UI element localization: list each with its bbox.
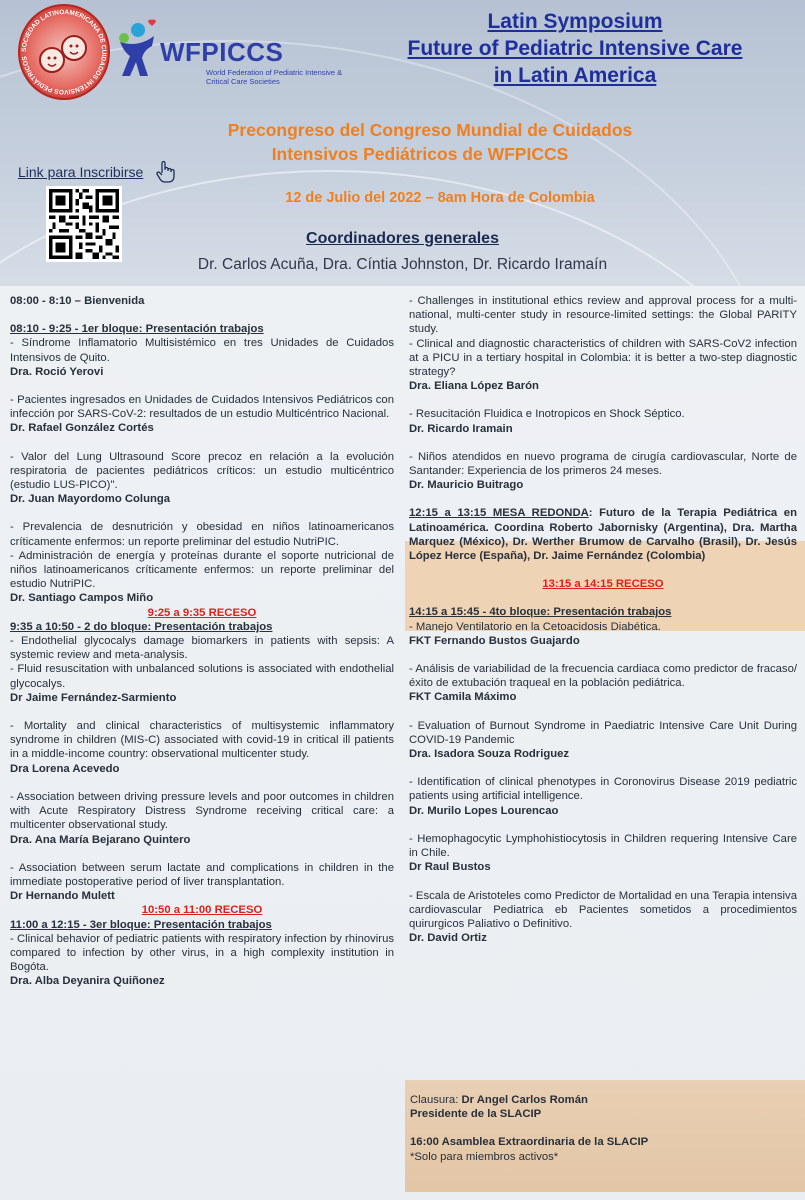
talk-title: - Clinical and diagnostic characteristics of children with SARS-CoV2 infection at a PICU in a tertiary hospital in Colombia: it is better a two-step diagnostic strategy?	[409, 337, 797, 379]
precongreso-line-2: Intensivos Pediátricos de WFPICCS	[271, 144, 569, 164]
slacip-logo-text: SOCIEDAD LATINOAMERICANA DE CUIDADOS INTENSIVOS PEDIÁTRICOS	[20, 8, 108, 96]
talk-author: Dra. Isadora Souza Rodriguez	[409, 748, 570, 761]
talk-title: - Síndrome Inflamatorio Multisistémico en tres Unidades de Cuidados Intensivos de Quito.	[10, 337, 394, 364]
talk-title: - Valor del Lung Ultrasound Score precoz en relación a la evolución respiratoria de pacientes pediátricos críticos: un estudio multicéntrico (estudio LUS-PICO)".	[10, 450, 394, 492]
talk-title: - Identification of clinical phenotypes in Coronovirus Disease 2019 pediatric patients using artificial intelligence.	[409, 776, 797, 803]
talk-title: - Niños atendidos en nuevo programa de cirugía cardiovascular, Norte de Santander: Experiencia de los primeros 24 meses.	[409, 450, 797, 478]
talk-author: Dr. Santiago Campos Miño	[10, 592, 154, 605]
wfpiccs-name: WFPICCS	[160, 37, 284, 67]
event-date: 12 de Julio del 2022 – 8am Hora de Colombia	[285, 190, 595, 206]
talk-author: Dra Lorena Acevedo	[10, 762, 120, 775]
symposium-title	[385, 8, 765, 89]
asamblea-item: 16:00 Asamblea Extraordinaria de la SLACIP	[410, 1136, 649, 1149]
talk-author: Dr. Mauricio Buitrago	[409, 479, 524, 492]
right-program-column	[409, 294, 797, 945]
left-program-column	[10, 294, 394, 989]
talk-title: - Hemophagocytic Lymphohistiocytosis in Children requering Intensive Care in Chile.	[409, 832, 797, 860]
receso-2: 10:50 a 11:00 RECESO	[141, 904, 263, 917]
mesa-redonda-time: 12:15 a 13:15 MESA REDONDA	[409, 507, 589, 520]
welcome-item: 08:00 - 8:10 – Bienvenida	[10, 295, 145, 307]
talk-author: FKT Fernando Bustos Guajardo	[409, 634, 580, 647]
talk-author: Dr. Ricardo Iramain	[409, 422, 513, 435]
talk-author: Dra. Roció Yerovi	[10, 365, 104, 378]
talk-title: - Clinical behavior of pediatric patients with respiratory infection by rhinovirus compared to infection by other virus, in a high complexity institution in Bogóta.	[10, 932, 394, 974]
talk-title: - Association between driving pressure levels and poor outcomes in children with Acute Respiratory Distress Syndrome receiving critical care: a multicenter observational study.	[10, 790, 394, 832]
talk-author: Dr. David Ortiz	[409, 932, 487, 945]
clausura-name: Dr Angel Carlos Román	[461, 1094, 588, 1106]
talk-author: Dr Hernando Mulett	[10, 890, 115, 903]
block-1-title: 08:10 - 9:25 - 1er bloque: Presentación trabajos	[10, 323, 264, 336]
mesa-redonda-text: : Futuro de la Terapia Pediátrica en Latinoamérica. Coordina Roberto Jabornisky (Argentina), Dra. Martha Marquez (México), Dr. Werther Brumow de Carvalho (Brasil), Dr. Jesús López Herce (España), Dr. Jaime Fernández (Colombia)	[409, 507, 797, 563]
coordinators-names: Dr. Carlos Acuña, Dra. Cíntia Johnston, Dr. Ricardo Iramaín	[197, 256, 608, 273]
wfpiccs-figure-icon	[114, 18, 158, 80]
talk-author: Dra. Alba Deyanira Quiñonez	[10, 975, 165, 988]
talk-author: Dr. Rafael González Cortés	[10, 422, 154, 435]
clausura-role: Presidente de la SLACIP	[410, 1108, 542, 1121]
precongreso-heading	[150, 118, 710, 166]
coordinators-title: Coordinadores generales	[306, 230, 499, 247]
receso-1: 9:25 a 9:35 RECESO	[147, 606, 257, 619]
talk-author: Dra. Eliana López Barón	[409, 380, 539, 393]
wfpiccs-subtitle: World Federation of Pediatric Intensive & Critical Care Societies	[206, 68, 343, 86]
talk-title: - Resucitación Fluidica e Inotropicos en Shock Séptico.	[409, 408, 685, 421]
clausura-label: Clausura:	[410, 1094, 462, 1106]
talk-title: - Evaluation of Burnout Syndrome in Paediatric Intensive Care Unit During COVID-19 Pandemic	[409, 719, 797, 746]
title-line-3: in Latin America	[493, 64, 657, 87]
precongreso-line-1: Precongreso del Congreso Mundial de Cuidados	[227, 120, 633, 140]
slacip-logo	[18, 4, 110, 100]
talk-title: - Escala de Aristoteles como Predictor de Mortalidad en una Terapia intensiva cardiovascular Pediatrica eb Pacientes sometidos a procedimientos quirurgicos Paliativo o Definitivo.	[409, 889, 797, 930]
talk-author: Dr Jaime Fernández-Sarmiento	[10, 691, 177, 704]
talk-title: - Fluid resuscitation with unbalanced solutions is associated with endothelial glycocalys.	[10, 663, 394, 690]
title-line-2: Future of Pediatric Intensive Care	[407, 37, 743, 60]
title-line-1: Latin Symposium	[487, 10, 663, 33]
talk-title: - Análisis de variabilidad de la frecuencia cardiaca como predictor de fracaso/éxito de extubación traqueal en la población pediátrica.	[409, 663, 797, 690]
clausura-section	[410, 1093, 800, 1164]
block-3-title: 11:00 a 12:15 - 3er bloque: Presentación trabajos	[10, 918, 272, 931]
registration-link[interactable]: Link para Inscribirse	[18, 164, 144, 180]
talk-author: Dr. Murilo Lopes Lourencao	[409, 804, 559, 817]
block-2-title: 9:35 a 10:50 - 2 do bloque: Presentación trabajos	[10, 620, 273, 633]
talk-author: Dr. Juan Mayordomo Colunga	[10, 493, 171, 506]
talk-author: Dr Raul Bustos	[409, 861, 491, 874]
talk-title: - Mortality and clinical characteristics of multisystemic inflammatory syndrome in children (MIS-C) associated with covid-19 in critical ill patients in a middle-income country: observational multicenter study.	[10, 720, 394, 761]
talk-title: - Association between serum lactate and complications in children in the immediate postoperative period of liver transplantation.	[10, 861, 394, 888]
receso-3: 13:15 a 14:15 RECESO	[542, 578, 664, 591]
asamblea-note: *Solo para miembros activos*	[410, 1150, 559, 1163]
talk-title: - Administración de energía y proteínas durante el soporte nutricional de niños latinoamericanos críticamente enfermos: un reporte preliminar del estudio NutriPIC.	[10, 549, 394, 591]
talk-title: - Endothelial glycocalys damage biomarkers in patients with sepsis: A systemic review and meta-analysis.	[10, 635, 394, 662]
talk-title: - Manejo Ventilatorio en la Cetoacidosis Diabética.	[409, 620, 661, 633]
pointer-hand-icon	[153, 160, 177, 184]
talk-author: Dra. Ana María Bejarano Quintero	[10, 833, 191, 846]
talk-author: FKT Camila Máximo	[409, 691, 517, 704]
qr-code[interactable]	[46, 186, 122, 262]
mesa-redonda	[409, 506, 797, 563]
block-4-title: 14:15 a 15:45 - 4to bloque: Presentación trabajos	[409, 606, 672, 619]
talk-title: - Pacientes ingresados en Unidades de Cuidados Intensivos Pediátricos con infección por SARS-CoV-2: resultados de un estudio Multicéntrico Nacional.	[10, 394, 394, 421]
talk-title: - Prevalencia de desnutrición y obesidad en niños latinoamericanos críticamente enfermos: un reporte preliminar del estudio NutriPIC.	[10, 521, 394, 548]
talk-title: - Challenges in institutional ethics review and approval process for a multi-national, multi-center study in resource-limited settings: the Global PARITY study.	[409, 295, 797, 336]
